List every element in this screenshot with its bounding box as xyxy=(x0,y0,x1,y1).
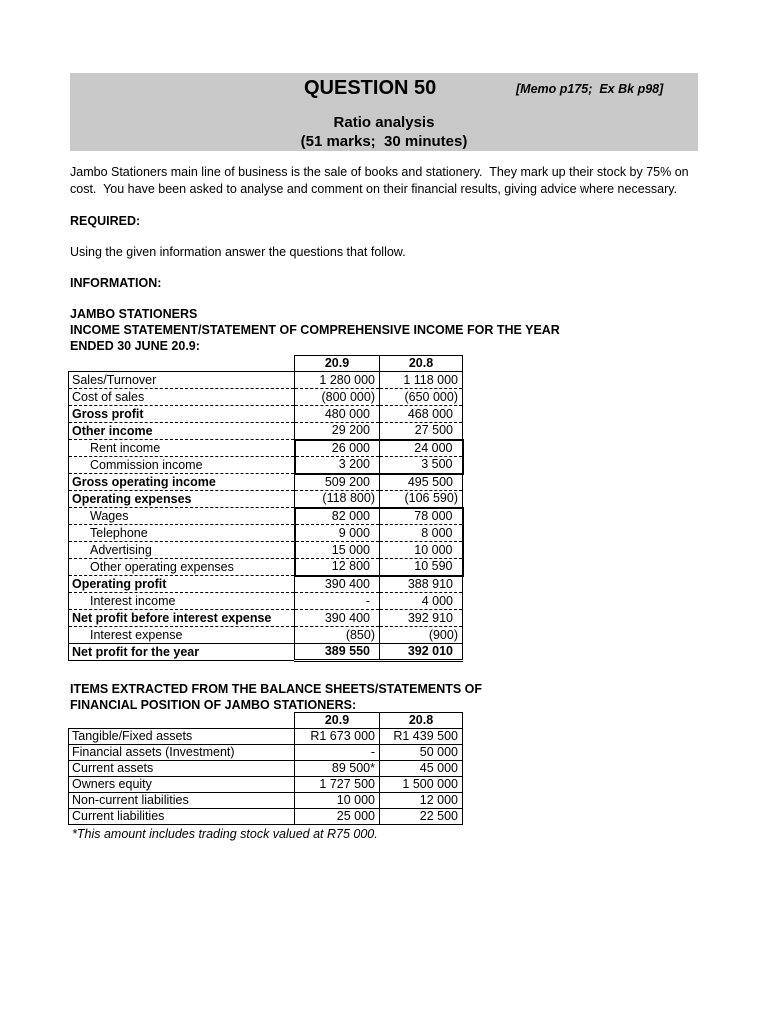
table-row xyxy=(69,423,463,440)
row-label: Interest expense xyxy=(69,627,295,644)
value-20-8: 8 000 xyxy=(380,525,463,542)
row-label: Gross operating income xyxy=(69,474,295,491)
value-20-9: (850) xyxy=(295,627,380,644)
heading-line: JAMBO STATIONERS xyxy=(70,307,198,321)
value-20-8: 3 500 xyxy=(380,457,463,474)
row-label: Other income xyxy=(69,423,295,440)
row-label: Financial assets (Investment) xyxy=(69,745,295,761)
row-label: Current assets xyxy=(69,761,295,777)
value-20-9: 480 000 xyxy=(295,406,380,423)
value-20-8: (900) xyxy=(380,627,463,644)
value-20-9: - xyxy=(295,745,380,761)
table-row xyxy=(69,457,463,474)
intro-line: Jambo Stationers main line of business is the sale of books and stationery. They mark up their stock by 75% on xyxy=(70,165,689,179)
row-label: Tangible/Fixed assets xyxy=(69,729,295,745)
value-20-8: 78 000 xyxy=(380,508,463,525)
value-20-8: 388 910 xyxy=(380,576,463,593)
balance-sheet-heading xyxy=(70,681,482,713)
column-header-20-9: 20.9 xyxy=(295,713,380,729)
row-label: Commission income xyxy=(69,457,295,474)
value-20-8: 4 000 xyxy=(380,593,463,610)
value-20-8: 24 000 xyxy=(380,440,463,457)
table-row xyxy=(69,627,463,644)
table-row xyxy=(69,525,463,542)
table-row xyxy=(69,593,463,610)
value-20-9: 390 400 xyxy=(295,610,380,627)
value-20-8: 50 000 xyxy=(380,745,463,761)
row-label: Sales/Turnover xyxy=(69,372,295,389)
heading-line: FINANCIAL POSITION OF JAMBO STATIONERS: xyxy=(70,698,357,712)
value-20-8: 12 000 xyxy=(380,793,463,809)
row-label: Advertising xyxy=(69,542,295,559)
value-20-8: R1 439 500 xyxy=(380,729,463,745)
value-20-8: 392 910 xyxy=(380,610,463,627)
value-20-9: 12 800 xyxy=(295,559,380,576)
heading-line: INCOME STATEMENT/STATEMENT OF COMPREHENSIVE INCOME FOR THE YEAR xyxy=(70,323,560,337)
table-row xyxy=(69,508,463,525)
table-row xyxy=(69,491,463,508)
table-row xyxy=(69,793,463,809)
row-label: Other operating expenses xyxy=(69,559,295,576)
value-20-9: 29 200 xyxy=(295,423,380,440)
intro-paragraph xyxy=(70,164,689,198)
value-20-8: 45 000 xyxy=(380,761,463,777)
value-20-8: 27 500 xyxy=(380,423,463,440)
table-row xyxy=(69,389,463,406)
header-blank-cell xyxy=(69,356,295,372)
column-header-20-8: 20.8 xyxy=(380,356,463,372)
value-20-9: R1 673 000 xyxy=(295,729,380,745)
row-label: Cost of sales xyxy=(69,389,295,406)
value-20-8: 1 118 000 xyxy=(380,372,463,389)
value-20-8: 1 500 000 xyxy=(380,777,463,793)
value-20-9: 9 000 xyxy=(295,525,380,542)
row-label: Gross profit xyxy=(69,406,295,423)
footnote: *This amount includes trading stock valued at R75 000. xyxy=(72,827,378,841)
value-20-8: 10 590 xyxy=(380,559,463,576)
value-20-9: 390 400 xyxy=(295,576,380,593)
row-label: Operating expenses xyxy=(69,491,295,508)
required-text: Using the given information answer the questions that follow. xyxy=(70,245,406,259)
value-20-9: (118 800) xyxy=(295,491,380,508)
column-header-20-9: 20.9 xyxy=(295,356,380,372)
value-20-8: (650 000) xyxy=(380,389,463,406)
intro-line: cost. You have been asked to analyse and comment on their financial results, giving advice where necessary. xyxy=(70,182,678,196)
income-statement-table xyxy=(68,355,464,662)
table-row xyxy=(69,474,463,491)
row-label: Operating profit xyxy=(69,576,295,593)
row-label: Non-current liabilities xyxy=(69,793,295,809)
information-heading: INFORMATION: xyxy=(70,276,162,290)
header-blank-cell xyxy=(69,713,295,729)
row-label: Telephone xyxy=(69,525,295,542)
column-header-20-8: 20.8 xyxy=(380,713,463,729)
income-statement-heading xyxy=(70,306,560,354)
value-20-9: 26 000 xyxy=(295,440,380,457)
table-row xyxy=(69,576,463,593)
table-header-row xyxy=(69,356,463,372)
heading-line: ITEMS EXTRACTED FROM THE BALANCE SHEETS/STATEMENTS OF xyxy=(70,682,483,696)
value-20-8: 22 500 xyxy=(380,809,463,825)
row-label: Net profit for the year xyxy=(69,644,295,661)
row-label: Owners equity xyxy=(69,777,295,793)
value-20-8: 10 000 xyxy=(380,542,463,559)
heading-line: ENDED 30 JUNE 20.9: xyxy=(70,339,200,353)
value-20-8: (106 590) xyxy=(380,491,463,508)
value-20-8: 392 010 xyxy=(380,644,463,661)
row-label: Current liabilities xyxy=(69,809,295,825)
value-20-9: 1 727 500 xyxy=(295,777,380,793)
table-row xyxy=(69,542,463,559)
question-header xyxy=(70,73,698,151)
value-20-9: 10 000 xyxy=(295,793,380,809)
table-row xyxy=(69,406,463,423)
table-row xyxy=(69,729,463,745)
value-20-9: 1 280 000 xyxy=(295,372,380,389)
value-20-9: (800 000) xyxy=(295,389,380,406)
question-marks: (51 marks; 30 minutes) xyxy=(300,133,468,150)
value-20-9: 509 200 xyxy=(295,474,380,491)
value-20-8: 495 500 xyxy=(380,474,463,491)
row-label: Net profit before interest expense xyxy=(69,610,295,627)
table-row xyxy=(69,559,463,576)
table-row xyxy=(69,777,463,793)
value-20-9: 25 000 xyxy=(295,809,380,825)
row-label: Rent income xyxy=(69,440,295,457)
question-topic: Ratio analysis xyxy=(333,114,435,131)
table-header-row xyxy=(69,713,463,729)
memo-reference: [Memo p175; Ex Bk p98] xyxy=(516,82,664,96)
table-row xyxy=(69,440,463,457)
value-20-9: - xyxy=(295,593,380,610)
value-20-9: 3 200 xyxy=(295,457,380,474)
row-label: Wages xyxy=(69,508,295,525)
table-row xyxy=(69,372,463,389)
row-label: Interest income xyxy=(69,593,295,610)
table-row xyxy=(69,809,463,825)
value-20-9: 82 000 xyxy=(295,508,380,525)
value-20-9: 15 000 xyxy=(295,542,380,559)
balance-sheet-table xyxy=(68,712,463,825)
required-heading: REQUIRED: xyxy=(70,214,141,228)
question-title: QUESTION 50 xyxy=(304,77,437,99)
value-20-9: 89 500* xyxy=(295,761,380,777)
value-20-8: 468 000 xyxy=(380,406,463,423)
table-row xyxy=(69,610,463,627)
table-row xyxy=(69,745,463,761)
table-row xyxy=(69,761,463,777)
table-row-total xyxy=(69,644,463,661)
value-20-9: 389 550 xyxy=(295,644,380,661)
